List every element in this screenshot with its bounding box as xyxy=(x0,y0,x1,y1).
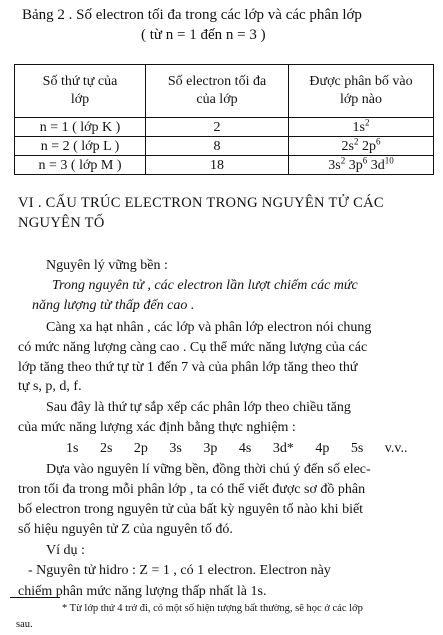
orbital: 3s xyxy=(328,157,341,173)
header-dist-l2: lớp nào xyxy=(339,92,382,107)
cell-max: 18 xyxy=(146,156,289,175)
orbital-exp: 6 xyxy=(362,154,368,165)
orbital: 3d xyxy=(367,157,385,173)
section-heading-cont: NGUYÊN TỐ xyxy=(18,215,105,231)
orbital: 3p xyxy=(345,157,363,173)
sequence-item: 2p xyxy=(133,441,148,456)
footnote-divider xyxy=(10,597,60,598)
sequence-item: 1s xyxy=(66,441,79,456)
table-header-row xyxy=(15,65,434,118)
table-title: Bảng 2 . Số electron tối đa trong các lớp và các phân lớp xyxy=(22,7,362,23)
sequence-item: 2s xyxy=(99,441,113,456)
orbital-exp: 10 xyxy=(384,154,394,165)
orbital-exp: 2 xyxy=(353,135,359,146)
cell-dist xyxy=(289,156,434,175)
table-row xyxy=(15,156,434,175)
header-max-l1: Số electron tối đa xyxy=(167,74,267,89)
sequence-item: 4s xyxy=(238,441,252,456)
cell-layer: n = 1 ( lớp K ) xyxy=(15,118,146,137)
sequence-item: 3d* xyxy=(272,441,294,456)
paragraph-line: Sau đây là thứ tự sắp xếp các phân lớp theo chiều tăng xyxy=(46,400,351,415)
sequence-item: 5s xyxy=(350,441,364,456)
sublevel-sequence xyxy=(66,441,425,457)
paragraph-line: lớp tăng theo thứ tự từ 1 đến 7 và của phân lớp tăng theo thứ xyxy=(18,360,358,375)
cell-max: 2 xyxy=(146,118,289,137)
sequence-item: 3s xyxy=(169,441,182,456)
table-row xyxy=(15,118,434,137)
header-cell-layer xyxy=(15,65,146,118)
sequence-item: v.v.. xyxy=(384,441,408,456)
orbital-exp: 6 xyxy=(375,135,381,146)
paragraph-line: Dựa vào nguyên lí vững bền, đồng thời chú ý đến số elec- xyxy=(46,462,371,477)
paragraph-line: bố electron trong nguyên tử của bất kỳ nguyên tố nào khi biết xyxy=(18,502,364,517)
paragraph-line: có mức năng lượng càng cao . Cụ thể mức năng lượng của các xyxy=(18,340,368,355)
table-subtitle: ( từ n = 1 đến n = 3 ) xyxy=(141,27,266,43)
electron-table xyxy=(14,64,434,175)
header-layer-l2: lớp xyxy=(70,92,90,107)
paragraph-line: của mức năng lượng xác định bằng thực nghiệm : xyxy=(18,420,296,435)
header-max-l2: của lớp xyxy=(196,92,238,107)
principle-heading: Nguyên lý vững bền : xyxy=(46,258,168,273)
principle-text: Trong nguyên tử , các electron lần lượt chiếm các mức xyxy=(52,278,358,293)
example-heading: Ví dụ : xyxy=(46,543,85,558)
footnote: * Từ lớp thứ 4 trở đi, có một số hiện tượng bất thường, sẽ học ở các lớp xyxy=(62,603,363,614)
header-cell-dist xyxy=(289,65,434,118)
section-heading: VI . CẤU TRÚC ELECTRON TRONG NGUYÊN TỬ CÁC xyxy=(18,195,384,211)
paragraph-line: số hiệu nguyên tử Z của nguyên tố đó. xyxy=(18,522,233,537)
paragraph-line: tron tối đa trong mỗi phân lớp , ta có thể viết được sơ đồ phân xyxy=(18,482,366,497)
header-cell-max xyxy=(146,65,289,118)
example-line: - Nguyên tử hidro : Z = 1 , có 1 electron. Electron này xyxy=(28,563,331,578)
example-line: chiếm phân mức năng lượng thấp nhất là 1s. xyxy=(18,584,267,599)
header-layer-l1: Số thứ tự của xyxy=(42,74,118,89)
cell-layer: n = 2 ( lớp L ) xyxy=(15,137,146,156)
footnote-cont: sau. xyxy=(16,619,33,630)
cell-layer: n = 3 ( lớp M ) xyxy=(15,156,146,175)
orbital: 2p xyxy=(358,138,376,154)
orbital: 2s xyxy=(341,138,354,154)
cell-dist xyxy=(289,137,434,156)
orbital: 1s xyxy=(352,119,365,135)
header-dist-l1: Được phân bố vào xyxy=(309,74,413,89)
table-row xyxy=(15,137,434,156)
paragraph-line: Càng xa hạt nhân , các lớp và phân lớp electron nói chung xyxy=(46,320,372,335)
cell-max: 8 xyxy=(146,137,289,156)
sequence-item: 3p xyxy=(203,441,218,456)
principle-text-cont: năng lượng từ thấp đến cao . xyxy=(32,298,195,313)
paragraph-line: tự s, p, d, f. xyxy=(18,379,82,394)
orbital-exp: 2 xyxy=(364,116,370,127)
cell-dist xyxy=(289,118,434,137)
orbital-exp: 2 xyxy=(340,154,346,165)
sequence-item: 4p xyxy=(315,441,330,456)
